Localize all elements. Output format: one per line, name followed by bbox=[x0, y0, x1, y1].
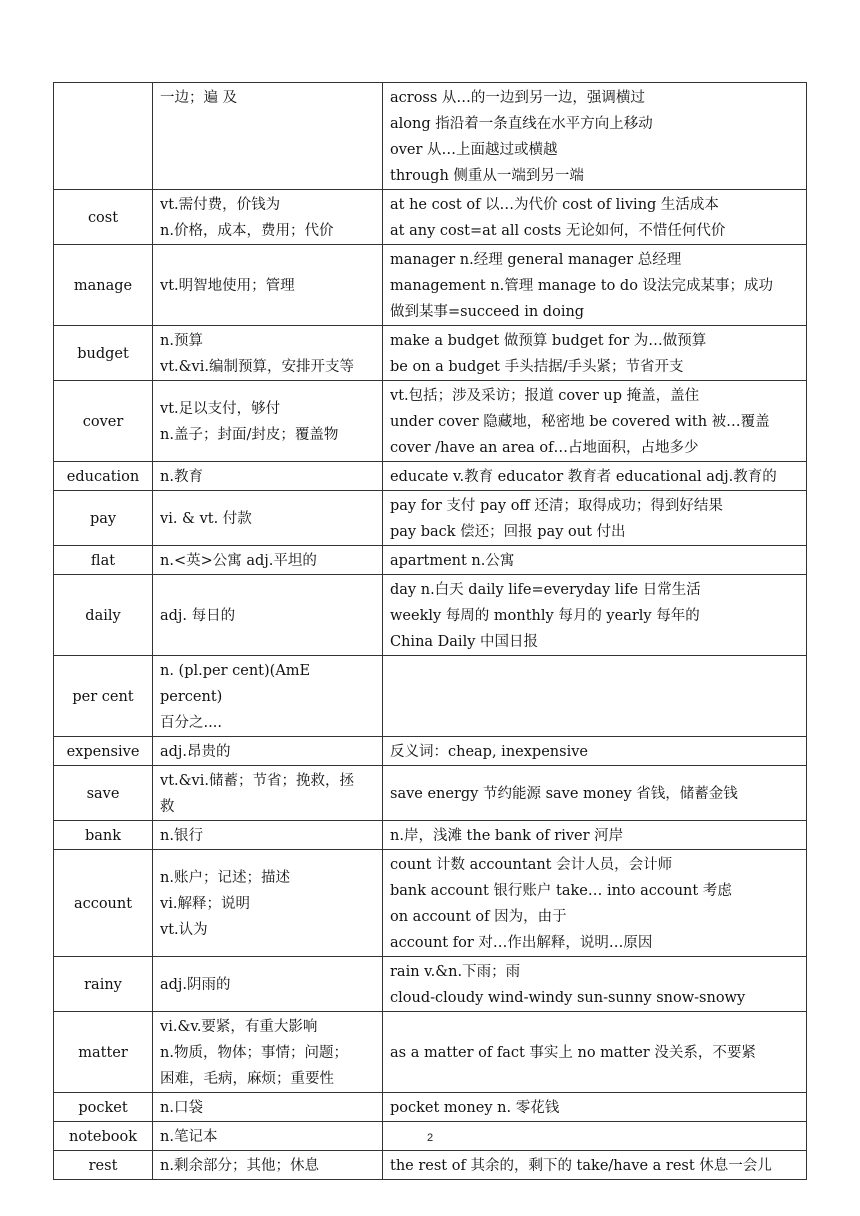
word-cell: notebook bbox=[54, 1122, 153, 1151]
meaning-cell bbox=[153, 656, 383, 737]
meaning-line: n. (pl.per cent)(AmE percent) bbox=[160, 663, 311, 705]
meaning-cell bbox=[153, 821, 383, 850]
meaning-line: vt.认为 bbox=[160, 922, 208, 938]
notes-line: along 指沿着一条直线在水平方向上移动 bbox=[390, 116, 653, 132]
notes-line: on account of 因为，由于 bbox=[390, 909, 567, 925]
meaning-cell bbox=[153, 245, 383, 326]
notes-line: be on a budget 手头拮据/手头紧；节省开支 bbox=[390, 359, 684, 375]
word-cell: matter bbox=[54, 1012, 153, 1093]
notes-line: save energy 节约能源 save money 省钱，储蓄金钱 bbox=[390, 786, 738, 802]
table-row bbox=[54, 656, 807, 737]
notes-cell bbox=[383, 821, 807, 850]
notes-cell bbox=[383, 190, 807, 245]
word-cell: per cent bbox=[54, 656, 153, 737]
meaning-line: n.笔记本 bbox=[160, 1129, 218, 1145]
notes-cell bbox=[383, 83, 807, 190]
meaning-line: 困难，毛病，麻烦；重要性 bbox=[160, 1071, 334, 1087]
word-cell: save bbox=[54, 766, 153, 821]
meaning-cell bbox=[153, 491, 383, 546]
notes-cell bbox=[383, 245, 807, 326]
meaning-line: adj.昂贵的 bbox=[160, 744, 231, 760]
notes-line: at he cost of 以…为代价 cost of living 生活成本 bbox=[390, 197, 719, 213]
notes-cell bbox=[383, 381, 807, 462]
meaning-cell bbox=[153, 546, 383, 575]
notes-line: count 计数 accountant 会计人员，会计师 bbox=[390, 857, 673, 873]
word-cell: rest bbox=[54, 1151, 153, 1180]
word-cell: rainy bbox=[54, 957, 153, 1012]
vocabulary-table-body bbox=[54, 83, 807, 1180]
meaning-line: adj.阴雨的 bbox=[160, 977, 231, 993]
meaning-line: 百分之.... bbox=[160, 715, 222, 731]
page-number: 2 bbox=[426, 1132, 434, 1144]
notes-line: n.岸，浅滩 the bank of river 河岸 bbox=[390, 828, 624, 844]
notes-cell bbox=[383, 656, 807, 737]
meaning-cell bbox=[153, 575, 383, 656]
meaning-line: vt.&vi.储蓄；节省；挽救，拯 bbox=[160, 773, 354, 789]
notes-line: bank account 银行账户 take… into account 考虑 bbox=[390, 883, 732, 899]
meaning-line: n.物质，物体；事情；问题； bbox=[160, 1045, 348, 1061]
notes-line: weekly 每周的 monthly 每月的 yearly 每年的 bbox=[390, 608, 700, 624]
notes-cell bbox=[383, 491, 807, 546]
meaning-cell bbox=[153, 1093, 383, 1122]
meaning-cell bbox=[153, 462, 383, 491]
table-row bbox=[54, 766, 807, 821]
word-cell: cost bbox=[54, 190, 153, 245]
notes-line: pay for 支付 pay off 还清；取得成功；得到好结果 bbox=[390, 498, 723, 514]
word-cell: education bbox=[54, 462, 153, 491]
vocabulary-table bbox=[53, 82, 807, 1180]
notes-line: pay back 偿还；回报 pay out 付出 bbox=[390, 524, 626, 540]
word-cell: pocket bbox=[54, 1093, 153, 1122]
notes-line: pocket money n. 零花钱 bbox=[390, 1100, 560, 1116]
table-row bbox=[54, 190, 807, 245]
notes-cell bbox=[383, 850, 807, 957]
table-row bbox=[54, 850, 807, 957]
meaning-cell bbox=[153, 190, 383, 245]
notes-cell bbox=[383, 1012, 807, 1093]
meaning-line: n.账户；记述；描述 bbox=[160, 870, 290, 886]
notes-line: apartment n.公寓 bbox=[390, 553, 515, 569]
table-row bbox=[54, 83, 807, 190]
table-row bbox=[54, 1012, 807, 1093]
table-row bbox=[54, 1151, 807, 1180]
table-row bbox=[54, 491, 807, 546]
notes-cell bbox=[383, 766, 807, 821]
meaning-line: vt.&vi.编制预算，安排开支等 bbox=[160, 359, 354, 375]
word-cell: expensive bbox=[54, 737, 153, 766]
meaning-cell bbox=[153, 83, 383, 190]
meaning-cell bbox=[153, 1012, 383, 1093]
notes-cell bbox=[383, 575, 807, 656]
meaning-line: 救 bbox=[160, 799, 175, 815]
meaning-cell bbox=[153, 326, 383, 381]
notes-line: account for 对…作出解释，说明…原因 bbox=[390, 935, 653, 951]
notes-line: day n.白天 daily life=everyday life 日常生活 bbox=[390, 582, 701, 598]
notes-line: 做到某事=succeed in doing bbox=[390, 304, 585, 320]
meaning-line: vt.明智地使用；管理 bbox=[160, 278, 295, 294]
table-row bbox=[54, 245, 807, 326]
meaning-line: n.预算 bbox=[160, 333, 203, 349]
notes-line: rain v.&n.下雨；雨 bbox=[390, 964, 521, 980]
notes-cell bbox=[383, 546, 807, 575]
meaning-cell bbox=[153, 381, 383, 462]
meaning-line: n.教育 bbox=[160, 469, 203, 485]
meaning-line: n.银行 bbox=[160, 828, 203, 844]
meaning-line: n.<英>公寓 adj.平坦的 bbox=[160, 553, 317, 569]
word-cell: flat bbox=[54, 546, 153, 575]
meaning-line: 一边；遍 及 bbox=[160, 90, 238, 106]
table-row bbox=[54, 957, 807, 1012]
word-cell: cover bbox=[54, 381, 153, 462]
meaning-line: n.口袋 bbox=[160, 1100, 203, 1116]
meaning-cell bbox=[153, 766, 383, 821]
notes-cell bbox=[383, 1093, 807, 1122]
table-row bbox=[54, 575, 807, 656]
word-cell: daily bbox=[54, 575, 153, 656]
notes-line: at any cost=at all costs 无论如何，不惜任何代价 bbox=[390, 223, 726, 239]
notes-line: through 侧重从一端到另一端 bbox=[390, 168, 584, 184]
table-row bbox=[54, 462, 807, 491]
notes-line: make a budget 做预算 budget for 为…做预算 bbox=[390, 333, 707, 349]
word-cell: pay bbox=[54, 491, 153, 546]
meaning-line: vi. & vt. 付款 bbox=[160, 511, 252, 527]
meaning-cell bbox=[153, 1151, 383, 1180]
notes-line: over 从…上面越过或横越 bbox=[390, 142, 558, 158]
table-row bbox=[54, 1093, 807, 1122]
word-cell: bank bbox=[54, 821, 153, 850]
meaning-line: n.盖子；封面/封皮；覆盖物 bbox=[160, 427, 339, 443]
table-row bbox=[54, 326, 807, 381]
notes-line: China Daily 中国日报 bbox=[390, 634, 539, 650]
notes-line: management n.管理 manage to do 设法完成某事；成功 bbox=[390, 278, 774, 294]
notes-cell bbox=[383, 1151, 807, 1180]
notes-line: educate v.教育 educator 教育者 educational adj.教育的 bbox=[390, 469, 777, 485]
meaning-cell bbox=[153, 850, 383, 957]
meaning-line: vi.&v.要紧，有重大影响 bbox=[160, 1019, 318, 1035]
word-cell bbox=[54, 83, 153, 190]
table-row bbox=[54, 821, 807, 850]
table-row bbox=[54, 737, 807, 766]
meaning-line: adj. 每日的 bbox=[160, 608, 236, 624]
notes-line: cloud-cloudy wind-windy sun-sunny snow-snowy bbox=[390, 990, 746, 1006]
meaning-line: n.剩余部分；其他；休息 bbox=[160, 1158, 319, 1174]
meaning-line: vt.足以支付，够付 bbox=[160, 401, 281, 417]
meaning-cell bbox=[153, 737, 383, 766]
table-row bbox=[54, 546, 807, 575]
notes-line: cover /have an area of…占地面积，占地多少 bbox=[390, 440, 699, 456]
notes-line: the rest of 其余的，剩下的 take/have a rest 休息一会儿 bbox=[390, 1158, 772, 1174]
meaning-line: vt.需付费，价钱为 bbox=[160, 197, 281, 213]
notes-line: under cover 隐藏地，秘密地 be covered with 被…覆盖 bbox=[390, 414, 770, 430]
notes-line: vt.包括；涉及采访；报道 cover up 掩盖，盖住 bbox=[390, 388, 700, 404]
table-row bbox=[54, 381, 807, 462]
notes-cell bbox=[383, 957, 807, 1012]
notes-line: manager n.经理 general manager 总经理 bbox=[390, 252, 682, 268]
word-cell: account bbox=[54, 850, 153, 957]
notes-cell bbox=[383, 462, 807, 491]
notes-line: as a matter of fact 事实上 no matter 没关系，不要紧 bbox=[390, 1045, 756, 1061]
meaning-line: n.价格，成本，费用；代价 bbox=[160, 223, 334, 239]
word-cell: budget bbox=[54, 326, 153, 381]
meaning-line: vi.解释；说明 bbox=[160, 896, 250, 912]
notes-line: 反义词：cheap, inexpensive bbox=[390, 744, 588, 760]
notes-cell bbox=[383, 737, 807, 766]
word-cell: manage bbox=[54, 245, 153, 326]
notes-cell bbox=[383, 326, 807, 381]
meaning-cell bbox=[153, 957, 383, 1012]
notes-line: across 从…的一边到另一边，强调横过 bbox=[390, 90, 645, 106]
